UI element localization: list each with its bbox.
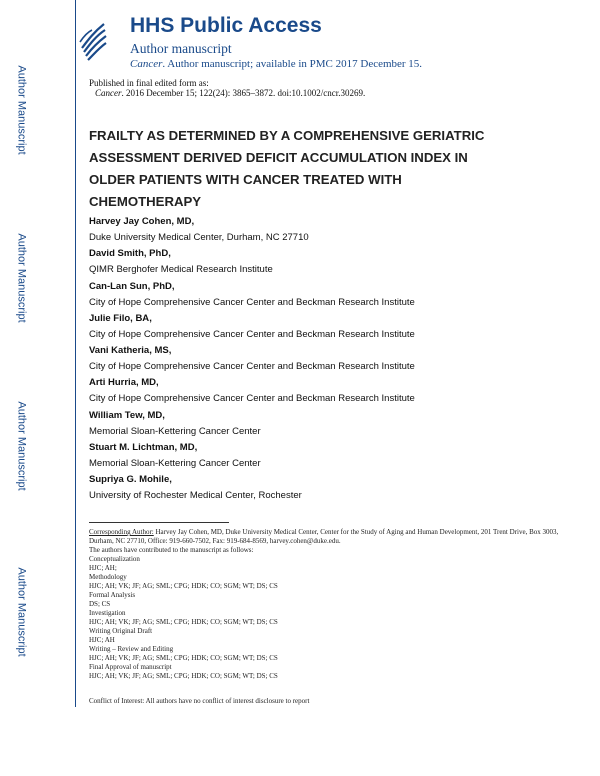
author-affiliation: Duke University Medical Center, Durham, NC 27710 [89,232,309,243]
journal-name: Cancer [130,58,163,70]
contribution-initials: HJC; AH; VK; JF; AG; SML; CPG; HDK; CO; SGM; WT; DS; CS [89,582,278,590]
contribution-initials: HJC; AH [89,636,115,644]
corresponding-author-note [89,528,559,546]
sidebar-label-4: Author Manuscript [16,567,29,657]
manuscript-type: Author manuscript [130,41,232,56]
contribution-initials: HJC; AH; [89,564,117,572]
contribution-role: Conceptualization [89,555,140,563]
author-name: Harvey Jay Cohen, MD, [89,216,195,227]
author-affiliation: City of Hope Comprehensive Cancer Center and Beckman Research Institute [89,296,415,308]
author-affiliation: City of Hope Comprehensive Cancer Center and Beckman Research Institute [89,361,415,373]
footnotes [89,528,559,681]
author-name: Supriya G. Mohile, [89,474,172,486]
contributions-intro: The authors have contributed to the manuscript as follows: [89,546,254,554]
author-affiliation: Memorial Sloan-Kettering Cancer Center [89,458,261,470]
author-affiliation: City of Hope Comprehensive Cancer Center and Beckman Research Institute [89,393,415,405]
contribution-initials: HJC; AH; VK; JF; AG; SML; CPG; HDK; CO; SGM; WT; DS; CS [89,672,278,680]
author-entry [89,375,569,407]
author-affiliation: City of Hope Comprehensive Cancer Center and Beckman Research Institute [89,328,415,340]
contribution-initials: DS; CS [89,600,111,608]
author-affiliation: QIMR Berghofer Medical Research Institute [89,264,273,276]
author-name: Julie Filo, BA, [89,312,152,324]
contribution-role: Writing Original Draft [89,627,153,635]
author-list [89,214,569,505]
author-name: Can-Lan Sun, PhD, [89,280,175,292]
author-entry [89,279,569,311]
author-entry [89,408,569,440]
author-entry [89,472,569,504]
citation-line [95,88,365,98]
author-affiliation: Memorial Sloan-Kettering Cancer Center [89,425,261,437]
published-label: Published in final edited form as: [89,78,209,88]
corresponding-author-label: Corresponding Author: [89,528,154,536]
title-line: CHEMOTHERAPY [89,194,202,209]
author-name: Stuart M. Lichtman, MD, [89,442,198,454]
footnote-divider [89,522,229,523]
contribution-role: Methodology [89,573,127,581]
author-entry [89,214,569,246]
citation-details: . 2016 December 15; 122(24): 3865–3872. doi:10.1002/cncr.30269. [121,88,366,98]
contribution-role: Final Approval of manuscript [89,663,172,671]
author-entry [89,440,569,472]
contribution-role: Investigation [89,609,126,617]
corresponding-author-text: Harvey Jay Cohen, MD, Duke University Medical Center, Center for the Study of Aging and Human Development, 201 Trent Drive, Box 3003, Durham, NC 27710, Office: 919-660-7502, Fax: 919-684-8569, harvey.cohen@duke.edu. [89,528,559,545]
contribution-initials: HJC; AH; VK; JF; AG; SML; CPG; HDK; CO; SGM; WT; DS; CS [89,618,278,626]
author-name: Arti Hurria, MD, [89,377,159,389]
author-affiliation: University of Rochester Medical Center, Rochester [89,490,302,502]
availability-line [130,58,422,70]
author-name: David Smith, PhD, [89,248,171,260]
hhs-brand-title: HHS Public Access [130,14,322,37]
hhs-eagle-logo-icon [78,18,108,62]
author-name: William Tew, MD, [89,409,165,421]
author-entry [89,246,569,278]
sidebar-label-1: Author Manuscript [16,65,29,155]
author-entry [89,311,569,343]
article-title [89,125,559,213]
title-line: ASSESSMENT DERIVED DEFICIT ACCUMULATION INDEX IN [89,150,468,165]
contribution-role: Formal Analysis [89,591,136,599]
sidebar-label-3: Author Manuscript [16,401,29,491]
citation-journal: Cancer [95,88,122,98]
sidebar-label-2: Author Manuscript [16,233,29,323]
author-name: Vani Katheria, MS, [89,345,172,357]
author-entry [89,343,569,375]
title-line: OLDER PATIENTS WITH CANCER TREATED WITH [89,172,402,187]
availability-text: . Author manuscript; available in PMC 2017 December 15. [162,58,423,70]
title-line: FRAILTY AS DETERMINED BY A COMPREHENSIVE GERIATRIC [89,128,485,143]
margin-divider [75,0,76,707]
contribution-role: Writing – Review and Editing [89,645,174,653]
conflict-of-interest: Conflict of Interest: All authors have no conflict of interest disclosure to report [89,697,310,705]
contribution-initials: HJC; AH; VK; JF; AG; SML; CPG; HDK; CO; SGM; WT; DS; CS [89,654,278,662]
